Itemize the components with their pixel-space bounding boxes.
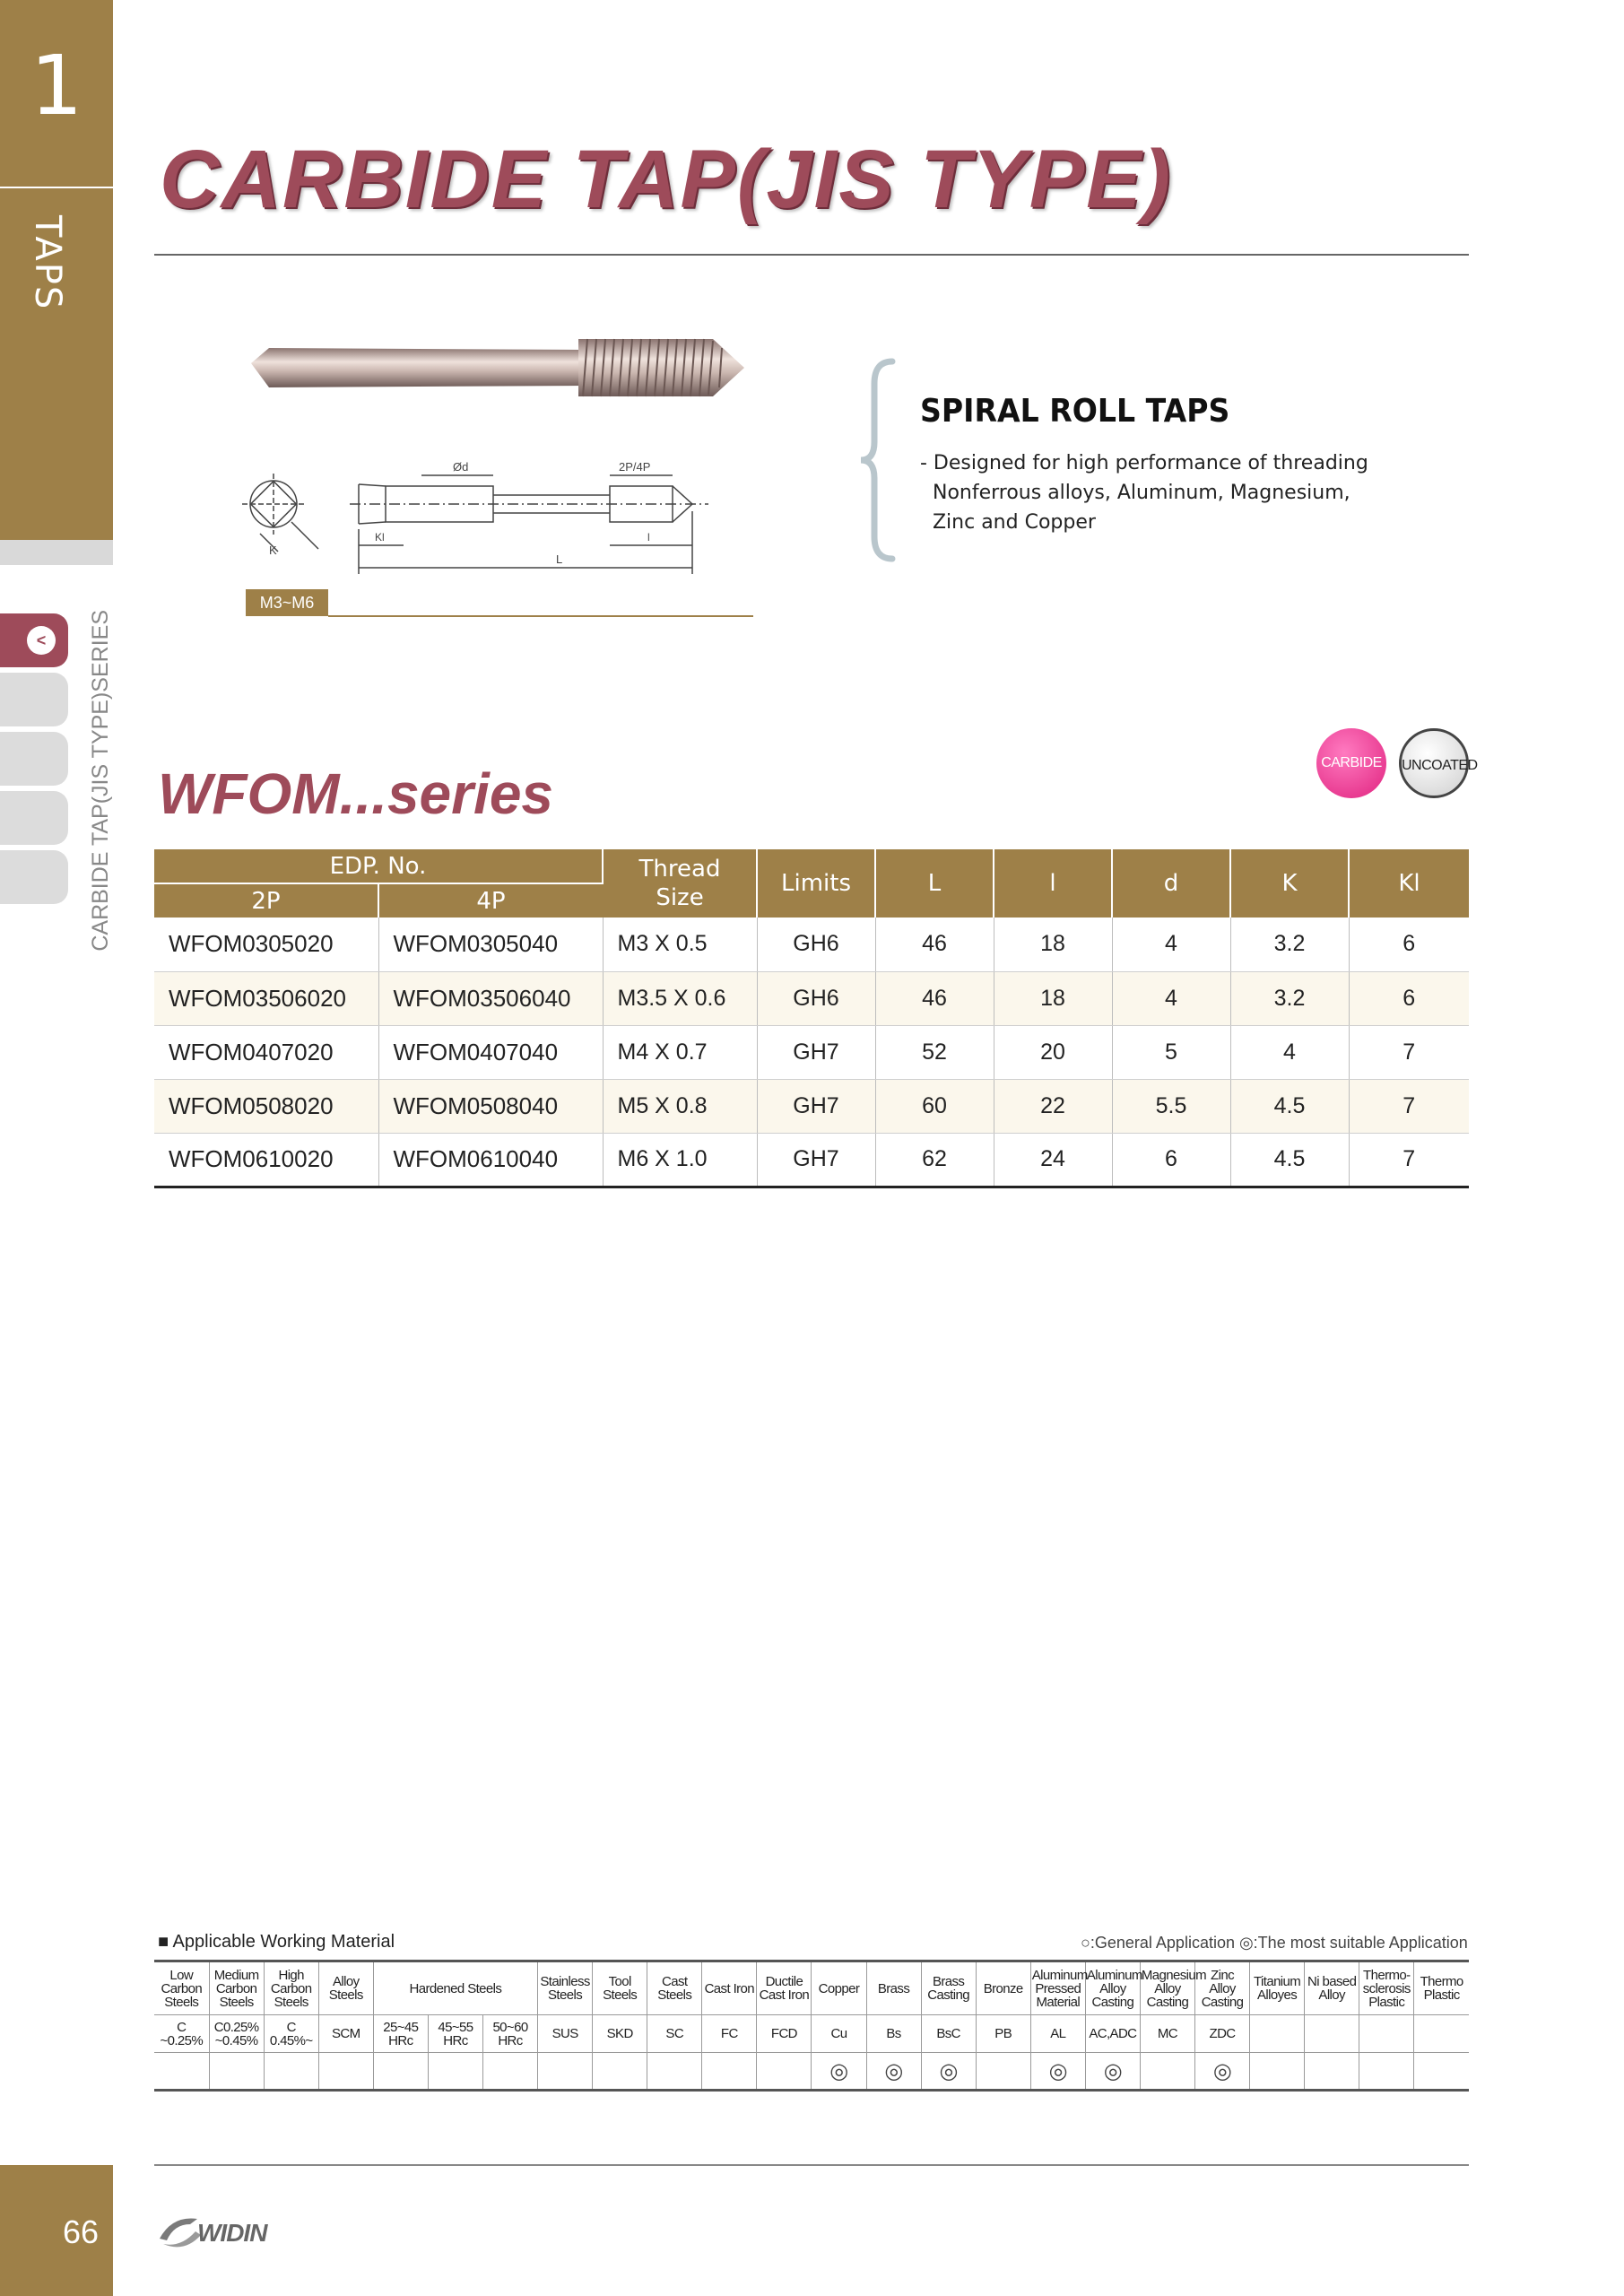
material-code: 50~60 HRc (482, 2015, 537, 2053)
table-row (154, 918, 1469, 971)
material-name: Medium Carbon Steels (209, 1961, 264, 2015)
series-title: WFOM...series (158, 761, 553, 826)
limits: GH7 (757, 1133, 875, 1187)
header-K: K (1230, 849, 1349, 918)
material-code: PB (976, 2015, 1030, 2053)
materials-mark-row (154, 2053, 1469, 2091)
square-length-Kl: 7 (1349, 1079, 1469, 1133)
material-mark: ◎ (1194, 2053, 1249, 2091)
material-code: C ~0.25% (154, 2015, 209, 2053)
length-L: 60 (875, 1079, 994, 1133)
material-name: Hardened Steels (373, 1961, 537, 2015)
table-row (154, 1133, 1469, 1187)
limits: GH6 (757, 971, 875, 1025)
tap-tool-image (242, 323, 780, 413)
page-number: 66 (62, 2213, 99, 2250)
spec-table (154, 849, 1469, 1188)
material-mark: ◎ (921, 2053, 976, 2091)
material-name: Stainless Steels (538, 1961, 593, 2015)
product-description: - Designed for high performance of threading Nonferrous alloys, Aluminum, Magnesium, Zinc and Copper (920, 452, 1368, 534)
material-code (1414, 2015, 1469, 2053)
material-code: AL (1030, 2015, 1085, 2053)
thread-size: M6 X 1.0 (603, 1133, 757, 1187)
limits: GH7 (757, 1025, 875, 1079)
square-K: 3.2 (1230, 918, 1349, 971)
material-code: 25~45 HRc (373, 2015, 428, 2053)
sidebar-tab-5[interactable] (0, 850, 68, 904)
edp-4p: WFOM0508040 (378, 1079, 603, 1133)
square-length-Kl: 6 (1349, 918, 1469, 971)
material-code: FC (702, 2015, 757, 2053)
length-L: 46 (875, 918, 994, 971)
length-L: 62 (875, 1133, 994, 1187)
edp-4p: WFOM0610040 (378, 1133, 603, 1187)
material-name: Ni based Alloy (1305, 1961, 1359, 2015)
length-l: 18 (994, 918, 1112, 971)
material-mark: ◎ (866, 2053, 921, 2091)
length-l: 22 (994, 1079, 1112, 1133)
material-mark (154, 2053, 209, 2091)
material-name: Alloy Steels (318, 1961, 373, 2015)
header-d: d (1112, 849, 1230, 918)
materials-label: ■ Applicable Working Material (158, 1932, 395, 1952)
carbide-badge: CARBIDE (1316, 728, 1386, 798)
material-name: Thermo Plastic (1414, 1961, 1469, 2015)
material-name: Aluminum Pressed Material (1030, 1961, 1085, 2015)
sidebar-tab-4[interactable] (0, 791, 68, 845)
sidebar-tab-2[interactable] (0, 673, 68, 726)
material-mark (264, 2053, 318, 2091)
material-name: Magnesium Alloy Casting (1140, 1961, 1194, 2015)
brace-decoration (856, 357, 898, 563)
material-name: Tool Steels (593, 1961, 647, 2015)
thread-size: M3.5 X 0.6 (603, 971, 757, 1025)
footer-divider (154, 2164, 1469, 2166)
material-mark (318, 2053, 373, 2091)
length-l: 18 (994, 971, 1112, 1025)
material-mark (1250, 2053, 1305, 2091)
material-mark (1359, 2053, 1414, 2091)
diameter-d: 4 (1112, 971, 1230, 1025)
header-l: l (994, 849, 1112, 918)
diameter-d: 5.5 (1112, 1079, 1230, 1133)
edp-4p: WFOM0305040 (378, 918, 603, 971)
square-length-Kl: 7 (1349, 1025, 1469, 1079)
page-title: CARBIDE TAP(JIS TYPE) (160, 134, 1173, 225)
material-code: C 0.45%~ (264, 2015, 318, 2053)
material-name: High Carbon Steels (264, 1961, 318, 2015)
material-mark (428, 2053, 482, 2091)
material-code (1250, 2015, 1305, 2053)
dim-l-label: l (647, 531, 650, 544)
material-name: Aluminum Alloy Casting (1085, 1961, 1140, 2015)
length-L: 46 (875, 971, 994, 1025)
material-code: C0.25% ~0.45% (209, 2015, 264, 2053)
material-name: Brass Casting (921, 1961, 976, 2015)
diameter-d: 6 (1112, 1133, 1230, 1187)
thread-size: M3 X 0.5 (603, 918, 757, 971)
size-range-badge: M3~M6 (246, 589, 328, 616)
material-mark (538, 2053, 593, 2091)
edp-4p: WFOM03506040 (378, 971, 603, 1025)
square-length-Kl: 7 (1349, 1133, 1469, 1187)
length-L: 52 (875, 1025, 994, 1079)
table-row (154, 971, 1469, 1025)
edp-2p: WFOM0305020 (154, 918, 378, 971)
material-name: Brass (866, 1961, 921, 2015)
material-name: Cast Iron (702, 1961, 757, 2015)
material-code: AC,ADC (1085, 2015, 1140, 2053)
sidebar-tab-3[interactable] (0, 732, 68, 786)
material-mark (593, 2053, 647, 2091)
material-mark: ◎ (1030, 2053, 1085, 2091)
chevron-left-icon: < (27, 626, 56, 655)
header-2p: 2P (154, 883, 378, 918)
material-name: Ductile Cast Iron (757, 1961, 812, 2015)
edp-2p: WFOM03506020 (154, 971, 378, 1025)
dim-kl-label: Kl (375, 531, 385, 544)
header-thread-size: Thread Size (603, 849, 757, 918)
edp-2p: WFOM0610020 (154, 1133, 378, 1187)
sidebar-tab-active[interactable] (0, 613, 68, 667)
dim-d-label: Ød (453, 460, 469, 474)
material-mark: ◎ (1085, 2053, 1140, 2091)
material-code: SKD (593, 2015, 647, 2053)
material-code: ZDC (1194, 2015, 1249, 2053)
square-K: 4.5 (1230, 1079, 1349, 1133)
header-limits: Limits (757, 849, 875, 918)
product-name: SPIRAL ROLL TAPS (920, 393, 1230, 430)
dim-L-label: L (556, 552, 563, 566)
material-code (1305, 2015, 1359, 2053)
materials-code-row (154, 2015, 1469, 2053)
material-code: Cu (812, 2015, 866, 2053)
material-code: MC (1140, 2015, 1194, 2053)
header-4p: 4P (378, 883, 603, 918)
header-Kl: Kl (1349, 849, 1469, 918)
series-side-label: CARBIDE TAP(JIS TYPE)SERIES (88, 610, 113, 952)
material-code: SC (647, 2015, 702, 2053)
material-mark (373, 2053, 428, 2091)
chapter-number: 1 (30, 38, 83, 134)
square-K: 4 (1230, 1025, 1349, 1079)
header-edp: EDP. No. (154, 849, 603, 883)
material-mark (1305, 2053, 1359, 2091)
table-row (154, 1079, 1469, 1133)
length-l: 20 (994, 1025, 1112, 1079)
material-name: Titanium Alloyes (1250, 1961, 1305, 2015)
material-code: FCD (757, 2015, 812, 2053)
tap-technical-drawing (233, 448, 753, 583)
material-name: Thermo-sclerosis Plastic (1359, 1961, 1414, 2015)
material-name: Zinc Alloy Casting (1194, 1961, 1249, 2015)
materials-legend: ○:General Application ◎:The most suitable Application (1081, 1934, 1468, 1952)
material-mark (209, 2053, 264, 2091)
brand-name: WIDIN (197, 2219, 267, 2247)
material-mark (1414, 2053, 1469, 2091)
dim-k-label: K (269, 544, 277, 557)
material-name: Low Carbon Steels (154, 1961, 209, 2015)
material-name: Copper (812, 1961, 866, 2015)
limits: GH7 (757, 1079, 875, 1133)
material-mark (647, 2053, 702, 2091)
material-code: SCM (318, 2015, 373, 2053)
material-mark (482, 2053, 537, 2091)
title-divider (154, 254, 1469, 256)
materials-table (154, 1960, 1469, 2092)
material-code: SUS (538, 2015, 593, 2053)
edp-2p: WFOM0407020 (154, 1025, 378, 1079)
material-mark (757, 2053, 812, 2091)
edp-2p: WFOM0508020 (154, 1079, 378, 1133)
materials-name-row (154, 1961, 1469, 2015)
material-code: BsC (921, 2015, 976, 2053)
header-L: L (875, 849, 994, 918)
material-code: 45~55 HRc (428, 2015, 482, 2053)
material-name: Bronze (976, 1961, 1030, 2015)
square-length-Kl: 6 (1349, 971, 1469, 1025)
chapter-label: TAPS (27, 215, 68, 311)
material-code (1359, 2015, 1414, 2053)
table-row (154, 1025, 1469, 1079)
square-K: 3.2 (1230, 971, 1349, 1025)
uncoated-badge: UNCOATED (1399, 728, 1469, 798)
material-code: Bs (866, 2015, 921, 2053)
range-underline (328, 615, 753, 617)
sidebar-gray-strip (0, 540, 113, 565)
material-name: Cast Steels (647, 1961, 702, 2015)
square-K: 4.5 (1230, 1133, 1349, 1187)
material-mark (976, 2053, 1030, 2091)
thread-size: M4 X 0.7 (603, 1025, 757, 1079)
length-l: 24 (994, 1133, 1112, 1187)
limits: GH6 (757, 918, 875, 971)
thread-size: M5 X 0.8 (603, 1079, 757, 1133)
material-mark (1140, 2053, 1194, 2091)
edp-4p: WFOM0407040 (378, 1025, 603, 1079)
diameter-d: 5 (1112, 1025, 1230, 1079)
material-mark (702, 2053, 757, 2091)
diameter-d: 4 (1112, 918, 1230, 971)
dim-pitch-label: 2P/4P (619, 460, 651, 474)
material-mark: ◎ (812, 2053, 866, 2091)
